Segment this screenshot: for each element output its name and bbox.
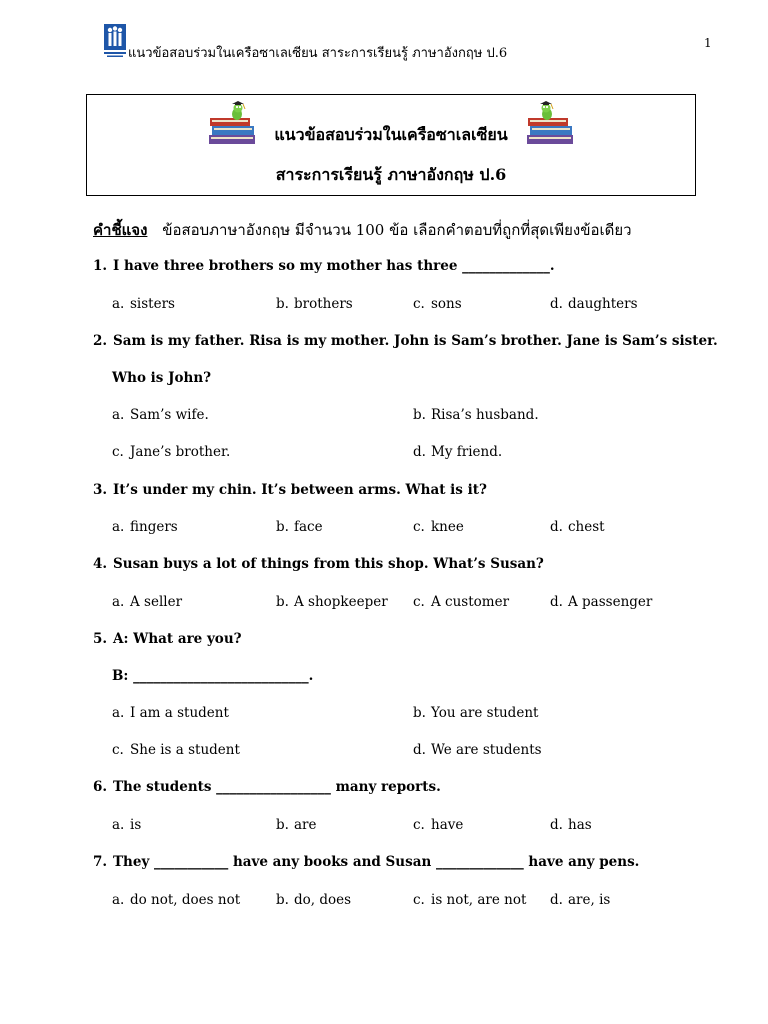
option-6a[interactable]: [112, 817, 141, 833]
instructions-label: คำชี้แจง: [93, 221, 148, 239]
option-text: knee: [431, 519, 464, 535]
option-letter: a.: [112, 892, 125, 908]
option-text: has: [568, 817, 592, 833]
question-text: They ___________ have any books and Susan _____________ have any pens.: [113, 854, 640, 870]
option-letter: b.: [276, 594, 289, 610]
option-text: brothers: [294, 296, 353, 312]
option-letter: b.: [276, 817, 289, 833]
question-number: 4.: [93, 556, 108, 572]
option-letter: c.: [112, 444, 124, 460]
option-letter: c.: [413, 519, 425, 535]
instructions-text: ข้อสอบภาษาอังกฤษ มีจำนวน 100 ข้อ เลือกคำตอบที่ถูกที่สุดเพียงข้อเดียว: [162, 221, 632, 239]
question-5: [93, 631, 242, 647]
question-4: [93, 556, 544, 572]
option-letter: d.: [413, 444, 426, 460]
option-7c[interactable]: [413, 892, 526, 908]
option-text: A shopkeeper: [294, 594, 388, 610]
header-text: แนวข้อสอบร่วมในเครือซาเลเซียน สาระการเรียนรู้ ภาษาอังกฤษ ป.6: [128, 46, 508, 61]
option-letter: d.: [413, 742, 426, 758]
title-line-2: สาระการเรียนรู้ ภาษาอังกฤษ ป.6: [275, 165, 507, 184]
question-number: 6.: [93, 779, 108, 795]
option-letter: a.: [112, 594, 125, 610]
option-3d[interactable]: [550, 519, 605, 535]
option-7b[interactable]: [276, 892, 351, 908]
option-letter: b.: [276, 296, 289, 312]
option-letter: c.: [413, 817, 425, 833]
question-text: A: What are you?: [113, 631, 242, 647]
option-3b[interactable]: [276, 519, 323, 535]
option-letter: c.: [413, 892, 425, 908]
option-text: do not, does not: [130, 892, 241, 908]
option-text: do, does: [294, 892, 352, 908]
option-letter: c.: [413, 594, 425, 610]
option-text: A seller: [130, 594, 183, 610]
option-letter: b.: [276, 892, 289, 908]
option-6b[interactable]: [276, 817, 317, 833]
title-line-1: แนวข้อสอบร่วมในเครือซาเลเซียน: [274, 125, 508, 144]
option-2c[interactable]: [112, 444, 230, 460]
option-text: chest: [568, 519, 605, 535]
question-number: 2.: [93, 333, 108, 349]
option-letter: d.: [550, 519, 563, 535]
option-letter: d.: [550, 296, 563, 312]
option-1a[interactable]: [112, 296, 175, 312]
option-3c[interactable]: [413, 519, 464, 535]
option-letter: d.: [550, 817, 563, 833]
question-text: I have three brothers so my mother has three _____________.: [113, 258, 555, 274]
question-3: [93, 482, 487, 498]
option-6d[interactable]: [550, 817, 592, 833]
option-text: Sam’s wife.: [130, 407, 209, 423]
option-letter: b.: [413, 705, 426, 721]
option-letter: a.: [112, 296, 125, 312]
option-letter: a.: [112, 705, 125, 721]
question-2-subline: Who is John?: [112, 370, 212, 386]
option-4c[interactable]: [413, 594, 509, 610]
option-4d[interactable]: [550, 594, 652, 610]
option-letter: a.: [112, 519, 125, 535]
option-text: face: [294, 519, 323, 535]
option-5a[interactable]: [112, 705, 229, 721]
question-text: It’s under my chin. It’s between arms. What is it?: [113, 482, 487, 498]
question-5-subline: B: __________________________.: [112, 668, 314, 684]
option-5b[interactable]: [413, 705, 538, 721]
option-7d[interactable]: [550, 892, 610, 908]
question-2: [93, 333, 718, 349]
option-text: Risa’s husband.: [431, 407, 539, 423]
option-text: fingers: [130, 519, 178, 535]
option-text: My friend.: [431, 444, 503, 460]
option-letter: c.: [413, 296, 425, 312]
option-5d[interactable]: [413, 742, 542, 758]
option-text: daughters: [568, 296, 638, 312]
option-text: Jane’s brother.: [130, 444, 231, 460]
option-7a[interactable]: [112, 892, 240, 908]
option-text: sisters: [130, 296, 175, 312]
question-text: The students _________________ many reports.: [113, 779, 441, 795]
option-text: are: [294, 817, 317, 833]
option-letter: a.: [112, 407, 125, 423]
option-2a[interactable]: [112, 407, 209, 423]
option-5c[interactable]: [112, 742, 240, 758]
question-7: [93, 854, 639, 870]
school-logo-icon: [104, 24, 126, 58]
question-number: 3.: [93, 482, 108, 498]
option-text: She is a student: [130, 742, 240, 758]
option-letter: d.: [550, 892, 563, 908]
option-text: We are students: [431, 742, 542, 758]
option-letter: b.: [413, 407, 426, 423]
page-number: 1: [704, 36, 712, 50]
option-4a[interactable]: [112, 594, 182, 610]
option-text: A passenger: [568, 594, 653, 610]
option-letter: c.: [112, 742, 124, 758]
option-2b[interactable]: [413, 407, 539, 423]
option-letter: d.: [550, 594, 563, 610]
option-1c[interactable]: [413, 296, 462, 312]
question-text: Sam is my father. Risa is my mother. John is Sam’s brother. Jane is Sam’s sister.: [113, 333, 718, 349]
option-4b[interactable]: [276, 594, 388, 610]
title-box: [86, 94, 696, 196]
question-6: [93, 779, 441, 795]
option-1d[interactable]: [550, 296, 638, 312]
option-text: I am a student: [130, 705, 229, 721]
option-2d[interactable]: [413, 444, 502, 460]
option-text: have: [431, 817, 464, 833]
instructions: [93, 218, 632, 242]
option-6c[interactable]: [413, 817, 463, 833]
option-1b[interactable]: [276, 296, 353, 312]
option-letter: b.: [276, 519, 289, 535]
question-1: [93, 258, 555, 274]
question-number: 7.: [93, 854, 108, 870]
question-number: 1.: [93, 258, 108, 274]
option-text: is not, are not: [431, 892, 527, 908]
option-text: A customer: [431, 594, 510, 610]
option-text: sons: [431, 296, 462, 312]
option-text: are, is: [568, 892, 611, 908]
question-number: 5.: [93, 631, 108, 647]
option-text: is: [130, 817, 142, 833]
option-text: You are student: [431, 705, 539, 721]
question-text: Susan buys a lot of things from this shop. What’s Susan?: [113, 556, 544, 572]
option-3a[interactable]: [112, 519, 178, 535]
option-letter: a.: [112, 817, 125, 833]
page-header: [104, 24, 724, 64]
